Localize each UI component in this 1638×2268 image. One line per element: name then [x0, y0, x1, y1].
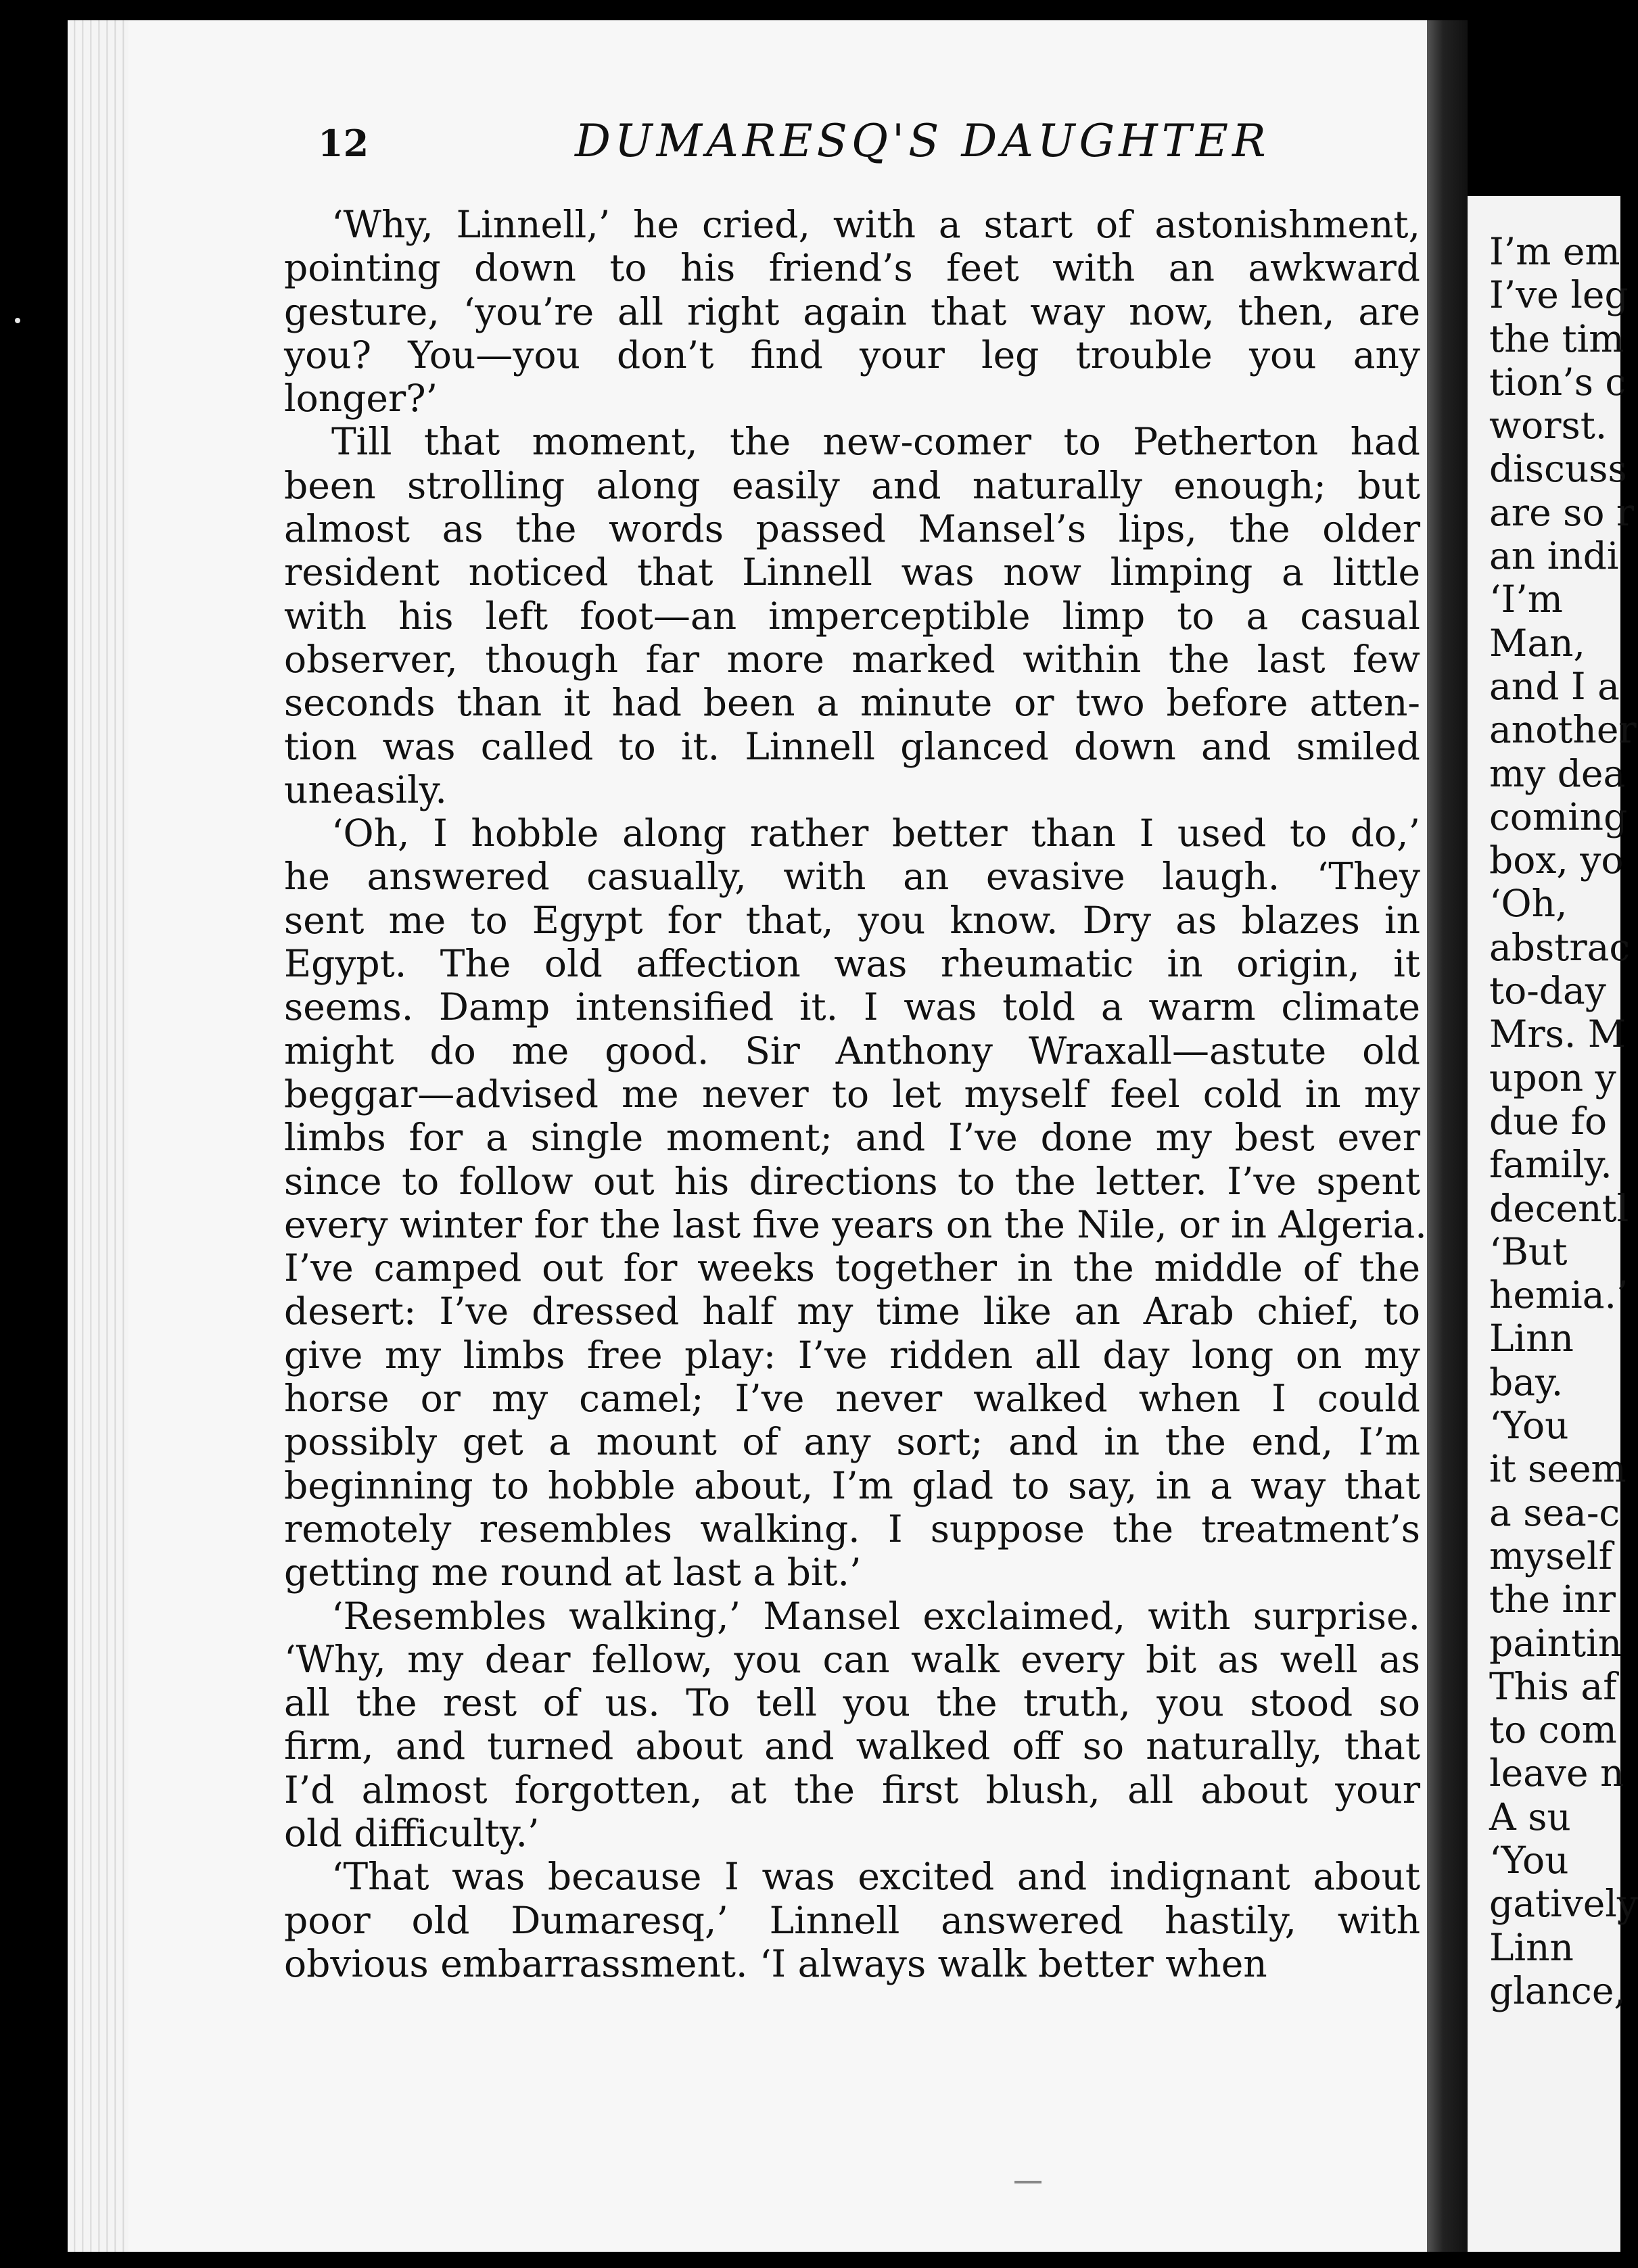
- text-line: Egypt. The old affection was rheumatic in origin, it: [284, 942, 1420, 986]
- page-number: 12: [318, 122, 369, 165]
- right-page-line: Mrs. M: [1489, 1012, 1627, 1056]
- right-page-line: ‘But: [1489, 1229, 1568, 1273]
- text-line: seems. Damp intensified it. I was told a warm climate: [284, 985, 1420, 1029]
- book-page-right: [1468, 196, 1638, 2252]
- text-line: sent me to Egypt for that, you know. Dry as blazes in: [284, 898, 1420, 942]
- right-page-line: ‘You: [1489, 1838, 1569, 1882]
- text-line: remotely resembles walking. I suppose the treatment’s: [284, 1507, 1420, 1551]
- right-page-line: This af: [1489, 1664, 1617, 1708]
- book-gutter: [1427, 20, 1468, 2252]
- right-page-line: box, yo: [1489, 838, 1624, 882]
- text-line: ‘Why, Linnell,’ he cried, with a start of astonishment,: [331, 203, 1420, 246]
- text-line: ‘That was because I was excited and indignant about: [331, 1855, 1420, 1899]
- right-page-line: gatively: [1489, 1882, 1638, 1926]
- right-page-line: the inr: [1489, 1578, 1616, 1622]
- right-page-line: a sea-c: [1489, 1490, 1620, 1534]
- text-line: old difficulty.’: [284, 1811, 540, 1855]
- text-line: limbs for a single moment; and I’ve done my best ever: [284, 1116, 1420, 1160]
- right-page-line: hemia.’: [1489, 1273, 1629, 1317]
- right-page-line: paintin: [1489, 1621, 1622, 1665]
- text-line: obvious embarrassment. ‘I always walk better when: [284, 1941, 1267, 1985]
- text-line: beginning to hobble about, I’m glad to say, in a way that: [284, 1463, 1420, 1507]
- right-page-line: glance,: [1489, 1968, 1626, 2012]
- text-line: horse or my camel; I’ve never walked when I could: [284, 1377, 1420, 1421]
- text-line: uneasily.: [284, 767, 447, 811]
- right-page-text: [1489, 230, 1638, 2012]
- page-header: [318, 115, 1413, 183]
- right-page-line: another: [1489, 708, 1637, 752]
- text-line: Till that moment, the new-comer to Petherton had: [331, 420, 1420, 464]
- text-line: I’d almost forgotten, at the first blush, all about your: [284, 1768, 1420, 1812]
- right-page-line: discuss: [1489, 447, 1627, 491]
- right-page-line: Linn: [1489, 1925, 1574, 1969]
- text-line: pointing down to his friend’s feet with an awkward: [284, 246, 1420, 290]
- right-page-line: myself: [1489, 1534, 1612, 1578]
- text-line: resident noticed that Linnell was now limping a little: [284, 550, 1420, 594]
- text-line: give my limbs free play: I’ve ridden all day long on my: [284, 1333, 1420, 1377]
- right-page-line: Linn: [1489, 1317, 1574, 1361]
- right-page-line: leave n: [1489, 1751, 1624, 1795]
- text-line: desert: I’ve dressed half my time like an Arab chief, to: [284, 1290, 1420, 1333]
- right-page-line: abstrac: [1489, 925, 1631, 969]
- text-line: poor old Dumaresq,’ Linnell answered hastily, with: [284, 1898, 1420, 1942]
- text-line: firm, and turned about and walked off so naturally, that: [284, 1724, 1420, 1768]
- text-line: possibly get a mount of any sort; and in the end, I’m: [284, 1420, 1420, 1464]
- right-page-line: ‘I’m: [1489, 577, 1563, 621]
- right-page-line: are so r: [1489, 490, 1635, 534]
- right-page-line: my dea: [1489, 751, 1626, 795]
- text-line: tion was called to it. Linnell glanced down and smiled: [284, 724, 1420, 768]
- text-line: every winter for the last five years on the Nile, or in Algeria.: [284, 1202, 1427, 1246]
- right-page-line: it seem: [1489, 1447, 1627, 1491]
- text-line: been strolling along easily and naturally enough; but: [284, 463, 1420, 507]
- text-line: I’ve camped out for weeks together in the middle of the: [284, 1246, 1420, 1290]
- text-line: longer?’: [284, 377, 438, 421]
- text-line: all the rest of us. To tell you the truth, you stood so: [284, 1681, 1420, 1725]
- right-page-line: upon y: [1489, 1056, 1616, 1100]
- right-page-line: due fo: [1489, 1099, 1608, 1143]
- right-page-line: bay.: [1489, 1360, 1564, 1404]
- dust-speck: [15, 318, 20, 323]
- right-page-line: tion’s c: [1489, 360, 1627, 404]
- running-title: DUMARESQ'S DAUGHTER: [575, 115, 1270, 167]
- right-page-line: an indi: [1489, 534, 1619, 578]
- right-page-line: family.: [1489, 1143, 1612, 1187]
- right-page-line: A su: [1489, 1795, 1571, 1839]
- text-line: gesture, ‘you’re all right again that way now, then, are: [284, 289, 1420, 333]
- body-text: [284, 203, 1427, 1985]
- text-line: ‘Resembles walking,’ Mansel exclaimed, with surprise.: [331, 1594, 1420, 1638]
- right-page-line: Man,: [1489, 621, 1586, 665]
- right-page-line: the tim: [1489, 316, 1624, 360]
- right-page-line: ‘You: [1489, 1404, 1569, 1448]
- text-line: seconds than it had been a minute or two before atten-: [284, 681, 1420, 725]
- text-line: getting me round at last a bit.’: [284, 1551, 862, 1594]
- text-line: beggar—advised me never to let myself feel cold in my: [284, 1072, 1420, 1116]
- right-page-line: to com: [1489, 1708, 1617, 1752]
- text-line: ‘Oh, I hobble along rather better than I used to do,’: [331, 811, 1420, 855]
- text-line: might do me good. Sir Anthony Wraxall—astute old: [284, 1029, 1420, 1072]
- text-line: you? You—you don’t find your leg trouble you any: [284, 333, 1420, 377]
- text-line: observer, though far more marked within the last few: [284, 637, 1420, 681]
- right-page-line: to-day: [1489, 969, 1606, 1013]
- text-line: with his left foot—an imperceptible limp to a casual: [284, 594, 1420, 638]
- right-page-line: I’m em: [1489, 230, 1620, 273]
- right-page-line: and I a: [1489, 664, 1620, 708]
- text-line: he answered casually, with an evasive laugh. ‘They: [284, 855, 1420, 899]
- right-page-line: coming: [1489, 795, 1628, 838]
- footer-mark: [1014, 2181, 1042, 2183]
- right-page-line: decentl: [1489, 1186, 1629, 1230]
- text-line: almost as the words passed Mansel’s lips, the older: [284, 507, 1420, 551]
- text-line: ‘Why, my dear fellow, you can walk every bit as well as: [284, 1637, 1420, 1681]
- right-page-line: worst.: [1489, 404, 1608, 448]
- right-page-line: I’ve leg: [1489, 273, 1629, 317]
- text-line: since to follow out his directions to the letter. I’ve spent: [284, 1159, 1420, 1203]
- right-page-line: ‘Oh,: [1489, 882, 1568, 926]
